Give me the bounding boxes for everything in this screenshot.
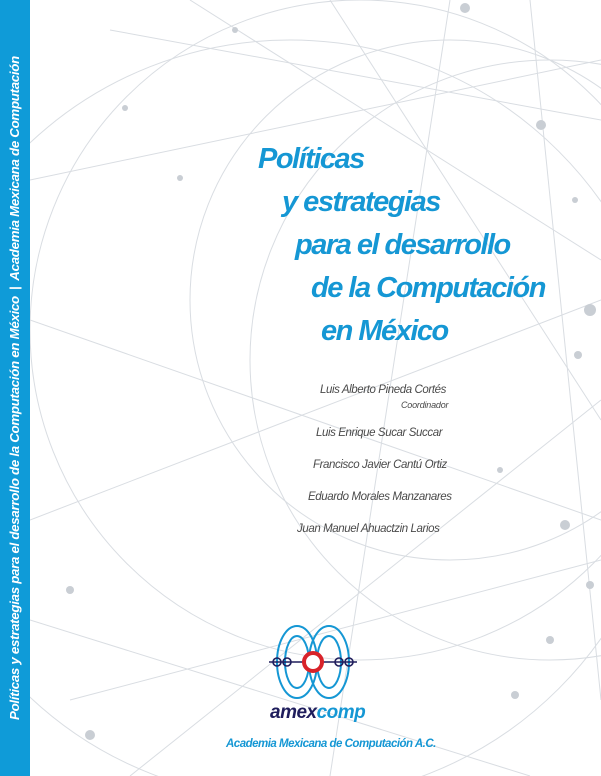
- network-node: [177, 175, 183, 181]
- network-line: [30, 300, 601, 520]
- author-2: Francisco Javier Cantú Ortiz: [313, 459, 447, 471]
- spine-title: Políticas y estrategias para el desarrollo de la Computación en México: [7, 296, 22, 720]
- network-node: [85, 730, 95, 740]
- network-node: [574, 351, 582, 359]
- coordinator-role: Coordinador: [401, 400, 449, 410]
- network-node: [232, 27, 238, 33]
- network-arc: [30, 0, 601, 660]
- title-line-1: Políticas: [258, 143, 364, 175]
- coordinator-name: Luis Alberto Pineda Cortés: [320, 384, 446, 396]
- network-node: [511, 691, 519, 699]
- network-node: [536, 120, 546, 130]
- logo-center-ring: [304, 653, 322, 671]
- network-node: [546, 636, 554, 644]
- network-node: [122, 105, 128, 111]
- spine-publisher: Academia Mexicana de Computación: [7, 56, 22, 281]
- spine-separator: |: [7, 286, 22, 291]
- title-line-4: de la Computación: [311, 272, 545, 304]
- title-line-3: para el desarrollo: [295, 229, 510, 261]
- brand-part-2: comp: [316, 702, 366, 723]
- author-4: Juan Manuel Ahuactzin Larios: [297, 523, 440, 535]
- network-node: [560, 520, 570, 530]
- network-node: [497, 467, 503, 473]
- brand-wordmark: [270, 702, 365, 724]
- network-node: [572, 197, 578, 203]
- title-line-5: en México: [321, 315, 448, 347]
- network-node: [460, 3, 470, 13]
- network-line: [530, 0, 601, 700]
- network-node: [586, 581, 594, 589]
- author-3: Eduardo Morales Manzanares: [308, 491, 452, 503]
- spine-text: [2, 8, 28, 768]
- book-spine: [0, 0, 30, 776]
- amexcomp-logo-icon: [263, 623, 363, 701]
- author-1: Luis Enrique Sucar Succar: [316, 427, 443, 439]
- network-line: [130, 400, 601, 776]
- network-node: [66, 586, 74, 594]
- network-line: [190, 0, 601, 260]
- title-line-2: y estrategias: [282, 186, 440, 218]
- brand-part-1: amex: [270, 702, 317, 723]
- network-node: [584, 304, 596, 316]
- publisher-full-name: Academia Mexicana de Computación A.C.: [226, 738, 436, 750]
